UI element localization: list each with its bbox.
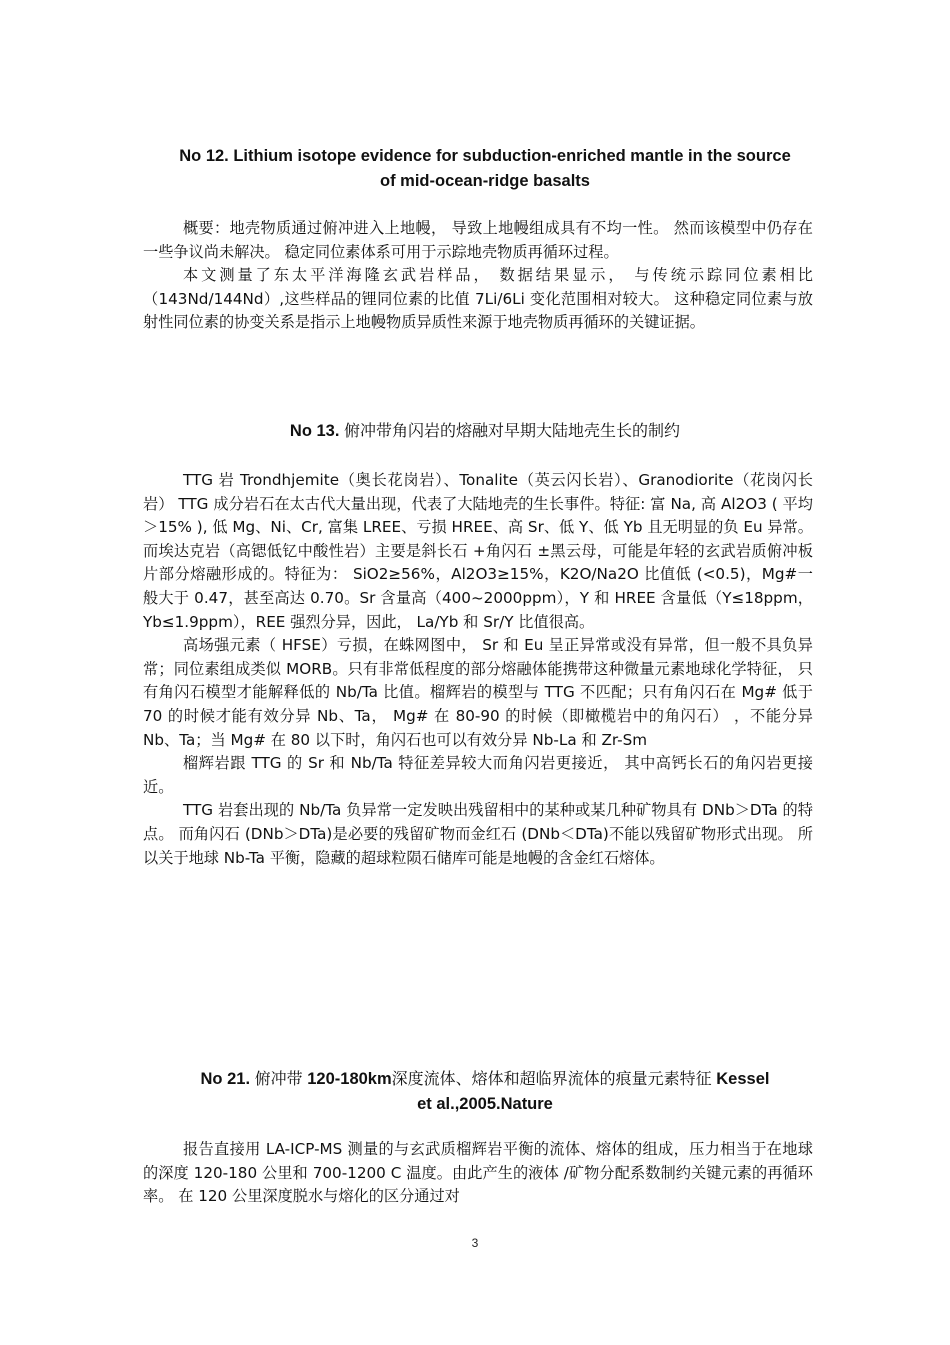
section-12-paragraph: 本文测量了东太平洋海隆玄武岩样品， 数据结果显示， 与传统示踪同位素相比（143Nd/144Nd）,这些样品的锂同位素的比值 7Li/6Li 变化范围相对较大。 这种稳定同位素与放射性同位素的协变关系是指示上地幔物质异质性来源于地壳物质再循环的关键证据。: [143, 266, 813, 332]
page-number: 3: [471, 1236, 479, 1250]
section-13-body: [143, 469, 813, 870]
section-21-heading: [140, 1066, 830, 1117]
section-21-title: 深度流体、熔体和超临界流体的痕量元素特征: [391, 1069, 712, 1088]
section-13-paragraph: 高场强元素（ HFSE）亏损，在蛛网图中， Sr 和 Eu 呈正异常或没有异常，但一般不具负异常；同位素组成类似 MORB。只有非常低程度的部分熔融体能携带这种微量元素地球化学特征， 只有角闪石模型才能解释低的 Nb/Ta 比值。榴辉岩的模型与 TTG 不匹配；只有角闪石在 Mg# 低于 70 的时候才能有效分异 Nb、Ta， Mg# 在 80-90 的时候（即橄榄岩中的角闪石） ，不能分异 Nb、Ta；当 Mg# 在 80 以下时，角闪石也可以有效分异 Nb-La 和 Zr-Sm: [143, 636, 813, 749]
section-12-heading-line2: of mid-ocean-ridge basalts: [380, 172, 590, 190]
section-21-prefix: 俯冲带: [254, 1069, 303, 1088]
section-13-paragraph: TTG 岩 Trondhjemite（奥长花岗岩）、Tonalite（英云闪长岩）、Granodiorite（花岗闪长岩） TTG 成分岩石在太古代大量出现，代表了大陆地壳的生长事件。特征: 富 Na, 高 Al2O3 ( 平均＞15% ), 低 Mg、Ni、Cr, 富集 LREE、亏损 HREE、高 Sr、低 Y、低 Yb 且无明显的负 Eu 异常。而埃达克岩（高锶低钇中酸性岩）主要是斜长石 +角闪石 ±黑云母，可能是年轻的玄武岩质俯冲板片部分熔融形成的。特征为： SiO2≥56%，Al2O3≥15%，K2O/Na2O 比值低 (<0.5)，Mg#一般大于 0.47，甚至高达 0.70。Sr 含量高（400~2000ppm），Y 和 HREE 含量低（Y≤18ppm，Yb≤1.9ppm），REE 强烈分异，因此， La/Yb 和 Sr/Y 比值很高。: [143, 471, 813, 631]
section-21-depth: 120-180km: [307, 1070, 392, 1088]
section-21-body: [143, 1138, 813, 1209]
section-12-body: [143, 217, 813, 335]
section-13-paragraph: 榴辉岩跟 TTG 的 Sr 和 Nb/Ta 特征差异较大而角闪岩更接近， 其中高钙长石的角闪岩更接近。: [143, 754, 813, 796]
section-21-number: No 21.: [200, 1070, 251, 1088]
section-13-title: 俯冲带角闪岩的熔融对早期大陆地壳生长的制约: [344, 421, 681, 440]
section-21-author: Kessel: [716, 1070, 770, 1088]
section-12-paragraph: 概要：地壳物质通过俯冲进入上地幔， 导致上地幔组成具有不均一性。 然而该模型中仍存在一些争议尚未解决。 稳定同位素体系可用于示踪地壳物质再循环过程。: [143, 219, 813, 261]
section-13-paragraph: TTG 岩套出现的 Nb/Ta 负异常一定发映出残留相中的某种或某几种矿物具有 DNb＞DTa 的特点。 而角闪石 (DNb＞DTa)是必要的残留矿物而金红石 (DNb＜DTa)不能以残留矿物形式出现。 所以关于地球 Nb-Ta 平衡，隐藏的超球粒陨石储库可能是地幔的含金红石熔体。: [143, 801, 813, 867]
section-12-heading: [140, 144, 830, 194]
section-21-paragraph: 报告直接用 LA-ICP-MS 测量的与玄武质榴辉岩平衡的流体、熔体的组成，压力相当于在地球的深度 120-180 公里和 700-1200 C 温度。由此产生的液体 /矿物分配系数制约关键元素的再循环率。 在 120 公里深度脱水与熔化的区分通过对: [143, 1140, 813, 1206]
section-21-citation: et al.,2005.Nature: [417, 1095, 553, 1113]
section-13-heading: [140, 418, 830, 444]
section-13-number: No 13.: [289, 422, 340, 440]
section-12-heading-line1: No 12. Lithium isotope evidence for subduction-enriched mantle in the source: [179, 147, 791, 165]
